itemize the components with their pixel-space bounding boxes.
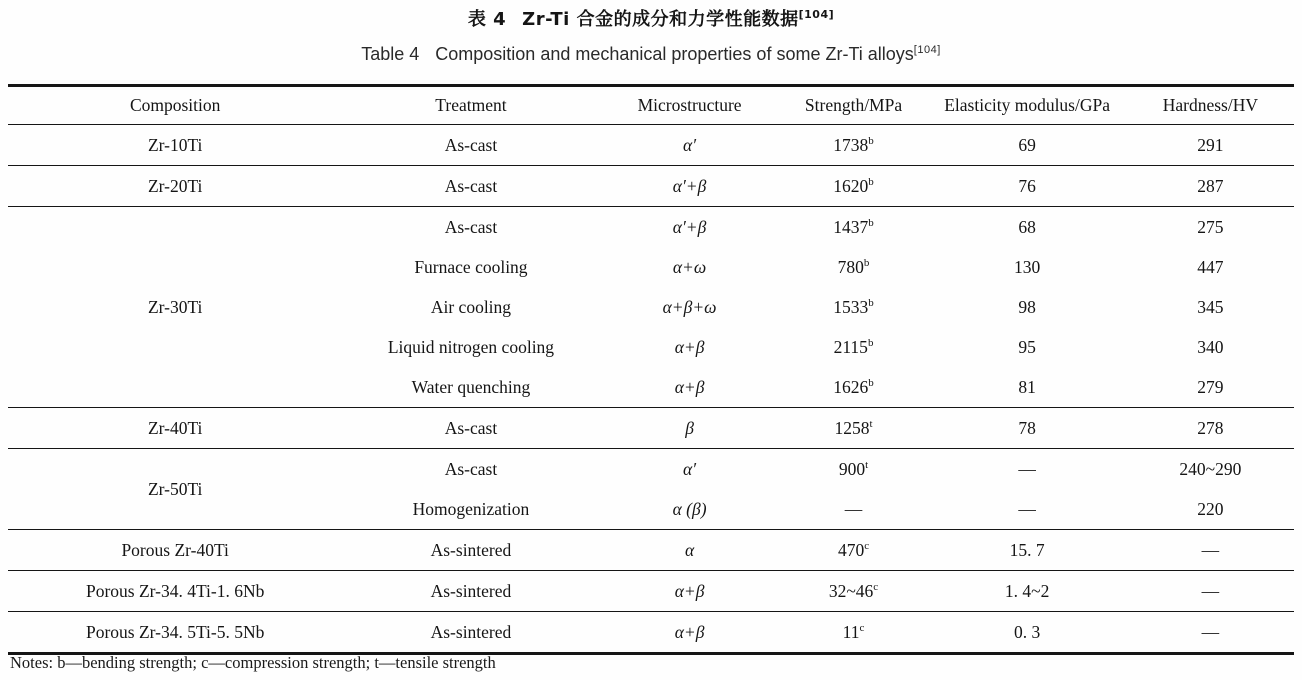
table-number-en: Table 4 [361,44,420,64]
cell-microstructure: α′ [683,458,697,479]
cell-composition: Zr-50Ti [8,449,342,530]
cell-treatment: As-sintered [342,571,599,612]
table-notes: Notes: b—bending strength; c—compression strength; t—tensile strength [10,653,496,672]
citation-ref-en: [104] [913,44,941,56]
cell-modulus: 69 [927,125,1126,166]
cell-microstructure: α [600,530,780,571]
cell-strength: 470$^c$ [780,530,928,571]
cell-treatment: Air cooling [430,296,512,317]
cell-hardness: — [1127,571,1294,612]
cell-strength: — [780,489,928,530]
cell-microstructure: α′+β [672,216,707,237]
cell-hardness: 340 [1197,336,1224,357]
cell-microstructure: α+β [674,621,705,642]
header-row [8,86,1294,125]
cell-composition: Porous Zr-40Ti [8,530,342,571]
cell-strength: 1437$^b$ [833,216,874,237]
cell-hardness: 291 [1127,125,1294,166]
cell-hardness: 275 [1197,216,1224,237]
table-row [8,125,1294,166]
table-caption-en-text: Composition and mechanical properties of some Zr-Ti alloys [435,44,914,64]
cell-microstructure: α+β [674,336,705,357]
cell-composition: Zr-10Ti [8,125,342,166]
column-header-hardness: Hardness/HV [1127,86,1294,125]
cell-strength: 11$^c$ [842,621,865,642]
cell-modulus: 81 [927,367,1126,408]
table-row [8,207,1294,248]
cell-composition: Zr-40Ti [8,408,342,449]
cell-modulus: 98 [1018,296,1036,317]
table-caption-zh-text: Zr-Ti 合金的成分和力学性能数据 [522,9,799,30]
cell-microstructure: α+β+ω [662,296,717,317]
cell-treatment: As-cast [444,458,498,479]
table-row [8,612,1294,654]
cell-composition: Zr-20Ti [8,166,342,207]
cell-treatment: As-sintered [342,530,599,571]
cell-composition: Porous Zr-34. 4Ti-1. 6Nb [8,571,342,612]
column-header-treatment: Treatment [342,86,599,125]
cell-hardness: 278 [1127,408,1294,449]
table-row [8,408,1294,449]
cell-hardness: 345 [1197,296,1224,317]
cell-hardness: 240~290 [1179,458,1242,479]
column-header-composition: Composition [8,86,342,125]
citation-ref-zh: [104] [798,8,835,21]
cell-modulus: — [927,489,1126,530]
cell-composition: Zr-30Ti [8,207,342,408]
cell-modulus: 0. 3 [1013,621,1041,642]
column-header-strength: Strength/MPa [780,86,928,125]
table-number-zh: 表 4 [467,9,507,30]
cell-treatment: As-cast [342,125,599,166]
cell-modulus: 95 [1018,336,1036,357]
cell-treatment: Water quenching [342,367,599,408]
cell-hardness: 287 [1127,166,1294,207]
cell-treatment: Furnace cooling [414,256,528,277]
cell-strength: 780$^b$ [837,256,870,277]
cell-strength: 32~46$^c$ [780,571,928,612]
table-caption-zh [0,5,1302,31]
cell-modulus: 76 [927,166,1126,207]
cell-microstructure: α′+β [600,166,780,207]
cell-hardness: — [1201,621,1220,642]
table-row [8,530,1294,571]
table-row [8,449,1294,490]
cell-modulus: 68 [1018,216,1036,237]
column-header-modulus: Elasticity modulus/GPa [927,86,1126,125]
cell-treatment: As-sintered [430,621,512,642]
cell-treatment: As-cast [444,216,498,237]
table-row [8,571,1294,612]
cell-hardness: 447 [1197,256,1224,277]
cell-modulus: 1. 4~2 [927,571,1126,612]
cell-modulus: 15. 7 [927,530,1126,571]
cell-microstructure: α′ [600,125,780,166]
cell-microstructure: α+ω [672,256,707,277]
cell-strength: 1258$^t$ [780,408,928,449]
cell-strength: 2115$^b$ [833,336,874,357]
cell-composition: Porous Zr-34. 5Ti-5. 5Nb [85,621,265,642]
cell-modulus: 130 [1013,256,1041,277]
cell-microstructure: α (β) [600,489,780,530]
cell-microstructure: β [600,408,780,449]
cell-treatment: As-cast [342,408,599,449]
cell-hardness: — [1127,530,1294,571]
column-header-microstructure: Microstructure [600,86,780,125]
cell-treatment: Homogenization [342,489,599,530]
cell-strength: 1620$^b$ [780,166,928,207]
cell-treatment: As-cast [342,166,599,207]
cell-treatment: Liquid nitrogen cooling [387,336,555,357]
cell-hardness: 220 [1127,489,1294,530]
cell-modulus: — [1018,458,1036,479]
cell-microstructure: α+β [600,367,780,408]
cell-modulus: 78 [927,408,1126,449]
cell-microstructure: α+β [600,571,780,612]
cell-strength: 1533$^b$ [833,296,874,317]
table-row [8,166,1294,207]
cell-hardness: 279 [1127,367,1294,408]
cell-strength: 900$^t$ [838,458,869,479]
cell-strength: 1738$^b$ [780,125,928,166]
cell-strength: 1626$^b$ [780,367,928,408]
table-caption-en [0,44,1302,65]
alloy-properties-table [8,84,1294,655]
